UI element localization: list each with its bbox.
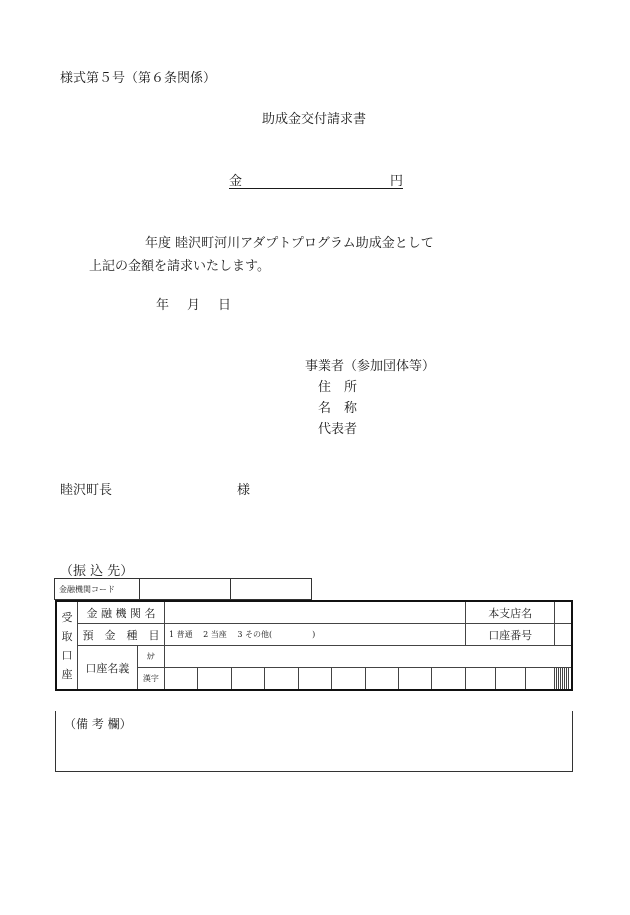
date-field — [156, 294, 249, 313]
kanji-label: 漢字 — [137, 668, 164, 691]
deposit-type-label: 預 金 種 目 — [78, 624, 165, 646]
receiving-account-table — [55, 600, 573, 691]
bank-code-cell[interactable] — [140, 579, 231, 600]
bank-code-cell[interactable] — [231, 579, 312, 600]
date-month: 月 — [187, 298, 201, 313]
date-day: 日 — [218, 298, 232, 313]
date-year: 年 — [156, 298, 170, 313]
kanji-cell[interactable] — [432, 668, 466, 691]
kanji-cell[interactable] — [525, 668, 555, 691]
remarks-box[interactable] — [55, 711, 573, 772]
kanji-cell[interactable] — [569, 668, 572, 691]
representative-label: 代表者 — [318, 422, 358, 437]
kanji-cell[interactable] — [165, 668, 198, 691]
kana-field[interactable] — [165, 646, 573, 668]
bank-name-label: 金 融 機 関 名 — [78, 601, 165, 624]
receiving-account-label: 受 取 口 座 — [56, 601, 78, 690]
address-label: 住 所 — [318, 380, 358, 395]
amount-suffix: 円 — [389, 174, 403, 189]
account-number-field[interactable] — [555, 624, 572, 646]
kanji-cell[interactable] — [198, 668, 231, 691]
account-number-label: 口座番号 — [465, 624, 555, 646]
kanji-cell[interactable] — [365, 668, 398, 691]
addressee-name: 睦沢町長 — [60, 483, 113, 498]
kanji-cell[interactable] — [332, 668, 365, 691]
remarks-label: （備 考 欄） — [64, 717, 132, 731]
body-line-2: 上記の金額を請求いたします。 — [89, 259, 270, 274]
kanji-cell[interactable] — [298, 668, 331, 691]
bank-code-label: 金融機関コード — [55, 579, 140, 600]
addressee-honorific: 様 — [237, 483, 251, 498]
bank-name-field[interactable] — [165, 601, 466, 624]
bank-code-table — [54, 578, 312, 600]
kanji-cell[interactable] — [495, 668, 525, 691]
page-title: 助成金交付請求書 — [262, 112, 367, 127]
kanji-cell[interactable] — [231, 668, 264, 691]
account-holder-label: 口座名義 — [78, 646, 138, 691]
transfer-heading: （振 込 先） — [60, 564, 134, 579]
amount-field[interactable] — [229, 170, 403, 189]
branch-field[interactable] — [555, 601, 572, 624]
amount-prefix: 金 — [229, 174, 243, 189]
applicant-heading: 事業者（参加団体等） — [305, 359, 436, 374]
kana-label: ｶﾅ — [137, 646, 164, 668]
kanji-cell[interactable] — [398, 668, 431, 691]
form-number: 様式第５号（第６条関係） — [60, 71, 217, 86]
kanji-cell[interactable] — [465, 668, 495, 691]
kanji-cell[interactable] — [265, 668, 298, 691]
body-line-1: 年度 睦沢町河川アダプトプログラム助成金として — [145, 236, 434, 251]
deposit-type-options[interactable]: 1 普通 2 当座 3 その他( ) — [165, 624, 466, 646]
branch-label: 本支店名 — [465, 601, 555, 624]
name-label: 名 称 — [318, 401, 358, 416]
